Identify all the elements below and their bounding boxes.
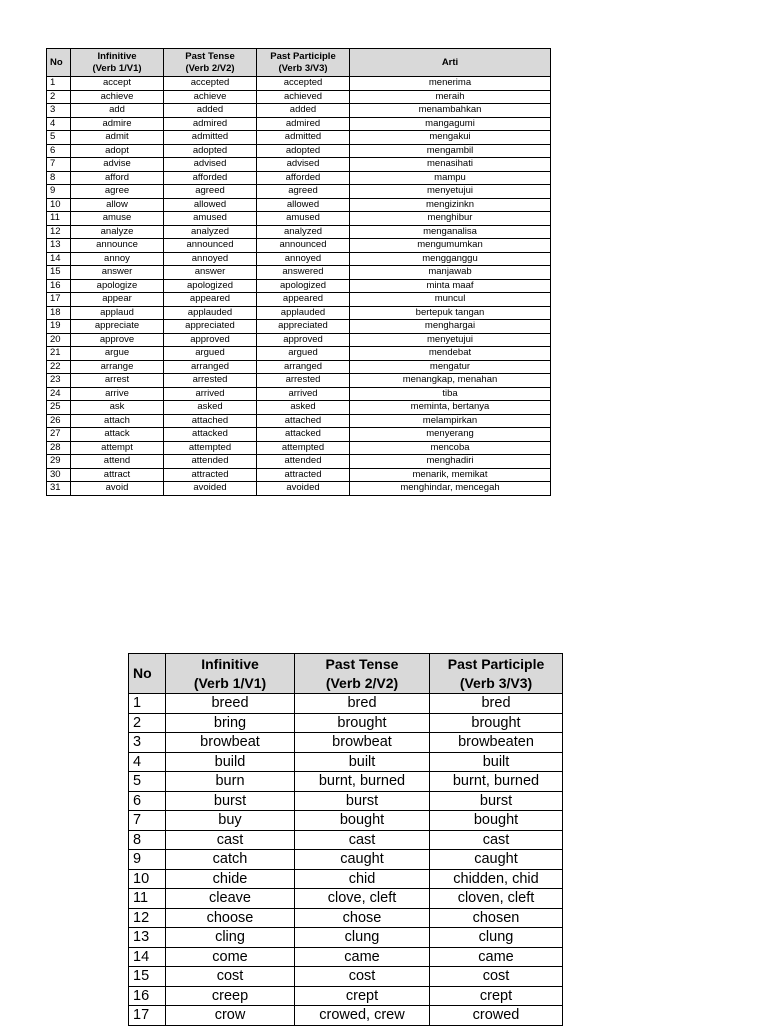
cell-no: 10: [47, 198, 71, 212]
table-row: [47, 90, 551, 104]
cell-past-tense: arrived: [164, 387, 257, 401]
cell-arti: menyerang: [350, 428, 551, 442]
header-past-tense-line1: Past Tense: [185, 50, 235, 62]
header-past-tense: [164, 49, 257, 77]
cell-no: 13: [129, 928, 166, 948]
table-row: [129, 772, 563, 792]
cell-arti: menghargai: [350, 320, 551, 334]
table-header-row: [47, 49, 551, 77]
cell-past-tense: analyzed: [164, 225, 257, 239]
cell-past-tense: came: [295, 947, 430, 967]
cell-infinitive: answer: [71, 266, 164, 280]
cell-arti: menghadiri: [350, 455, 551, 469]
table-row: [129, 850, 563, 870]
cell-past-participle: accepted: [257, 77, 350, 91]
cell-no: 5: [129, 772, 166, 792]
cell-arti: menghibur: [350, 212, 551, 226]
table-row: [129, 928, 563, 948]
header-past-tense: [295, 654, 430, 694]
cell-infinitive: crow: [166, 1006, 295, 1026]
header-no: No: [129, 654, 166, 694]
table-row: [129, 713, 563, 733]
cell-no: 11: [47, 212, 71, 226]
cell-past-participle: chosen: [430, 908, 563, 928]
cell-past-tense: admired: [164, 117, 257, 131]
cell-arti: muncul: [350, 293, 551, 307]
cell-no: 15: [129, 967, 166, 987]
header-infinitive-line2: (Verb 1/V1): [193, 674, 267, 691]
cell-infinitive: avoid: [71, 482, 164, 496]
cell-infinitive: applaud: [71, 306, 164, 320]
cell-past-tense: caught: [295, 850, 430, 870]
cell-arti: menghindar, mencegah: [350, 482, 551, 496]
cell-infinitive: analyze: [71, 225, 164, 239]
header-infinitive-line1: Infinitive: [201, 655, 259, 672]
cell-past-tense: attracted: [164, 468, 257, 482]
table-row: [47, 401, 551, 415]
header-past-participle: [430, 654, 563, 694]
cell-past-participle: agreed: [257, 185, 350, 199]
cell-no: 26: [47, 414, 71, 428]
cell-past-tense: achieve: [164, 90, 257, 104]
cell-no: 12: [47, 225, 71, 239]
cell-past-participle: asked: [257, 401, 350, 415]
cell-arti: mengatur: [350, 360, 551, 374]
cell-no: 6: [129, 791, 166, 811]
cell-arti: meminta, bertanya: [350, 401, 551, 415]
header-past-tense-line1: Past Tense: [325, 655, 399, 672]
cell-no: 20: [47, 333, 71, 347]
cell-no: 9: [47, 185, 71, 199]
cell-past-tense: attended: [164, 455, 257, 469]
cell-no: 4: [129, 752, 166, 772]
cell-past-tense: crowed, crew: [295, 1006, 430, 1026]
cell-past-participle: browbeaten: [430, 733, 563, 753]
cell-arti: bertepuk tangan: [350, 306, 551, 320]
cell-arti: mampu: [350, 171, 551, 185]
cell-past-participle: burnt, burned: [430, 772, 563, 792]
cell-past-participle: attacked: [257, 428, 350, 442]
cell-arti: menarik, memikat: [350, 468, 551, 482]
cell-past-participle: added: [257, 104, 350, 118]
cell-past-tense: built: [295, 752, 430, 772]
cell-no: 19: [47, 320, 71, 334]
cell-arti: mangagumi: [350, 117, 551, 131]
table-row: [47, 171, 551, 185]
cell-infinitive: allow: [71, 198, 164, 212]
cell-past-tense: accepted: [164, 77, 257, 91]
cell-past-tense: cost: [295, 967, 430, 987]
header-infinitive-line1: Infinitive: [97, 50, 137, 62]
cell-arti: mendebat: [350, 347, 551, 361]
table-row: [47, 347, 551, 361]
cell-arti: mengakui: [350, 131, 551, 145]
cell-past-participle: answered: [257, 266, 350, 280]
cell-no: 10: [129, 869, 166, 889]
cell-no: 17: [129, 1006, 166, 1026]
cell-past-tense: asked: [164, 401, 257, 415]
cell-arti: mencoba: [350, 441, 551, 455]
cell-infinitive: attach: [71, 414, 164, 428]
table-row: [47, 306, 551, 320]
cell-past-participle: avoided: [257, 482, 350, 496]
table-row: [47, 482, 551, 496]
cell-infinitive: attack: [71, 428, 164, 442]
irregular-verbs-table: [128, 653, 563, 1026]
cell-infinitive: cleave: [166, 889, 295, 909]
cell-past-participle: burst: [430, 791, 563, 811]
table-row: [129, 791, 563, 811]
cell-past-tense: attacked: [164, 428, 257, 442]
cell-infinitive: adopt: [71, 144, 164, 158]
cell-past-tense: apologized: [164, 279, 257, 293]
cell-infinitive: attend: [71, 455, 164, 469]
cell-no: 27: [47, 428, 71, 442]
cell-no: 16: [129, 986, 166, 1006]
table-row: [47, 428, 551, 442]
cell-past-participle: bred: [430, 694, 563, 714]
table-row: [47, 441, 551, 455]
cell-arti: menambahkan: [350, 104, 551, 118]
cell-past-participle: crept: [430, 986, 563, 1006]
cell-infinitive: appreciate: [71, 320, 164, 334]
table-row: [47, 266, 551, 280]
cell-no: 23: [47, 374, 71, 388]
cell-past-participle: attached: [257, 414, 350, 428]
cell-no: 8: [129, 830, 166, 850]
table-row: [47, 468, 551, 482]
cell-past-tense: cast: [295, 830, 430, 850]
cell-infinitive: afford: [71, 171, 164, 185]
cell-past-participle: amused: [257, 212, 350, 226]
cell-past-tense: afforded: [164, 171, 257, 185]
table-row: [47, 374, 551, 388]
cell-infinitive: burst: [166, 791, 295, 811]
cell-past-tense: amused: [164, 212, 257, 226]
cell-past-tense: admitted: [164, 131, 257, 145]
cell-no: 17: [47, 293, 71, 307]
cell-past-tense: burst: [295, 791, 430, 811]
cell-past-tense: approved: [164, 333, 257, 347]
cell-infinitive: build: [166, 752, 295, 772]
cell-past-tense: agreed: [164, 185, 257, 199]
cell-infinitive: attempt: [71, 441, 164, 455]
cell-infinitive: chide: [166, 869, 295, 889]
cell-past-tense: advised: [164, 158, 257, 172]
cell-no: 25: [47, 401, 71, 415]
cell-infinitive: attract: [71, 468, 164, 482]
table-row: [129, 947, 563, 967]
table-row: [47, 158, 551, 172]
cell-no: 28: [47, 441, 71, 455]
table-row: [47, 117, 551, 131]
cell-arti: minta maaf: [350, 279, 551, 293]
cell-past-participle: clung: [430, 928, 563, 948]
cell-no: 21: [47, 347, 71, 361]
cell-infinitive: accept: [71, 77, 164, 91]
cell-infinitive: agree: [71, 185, 164, 199]
cell-no: 2: [47, 90, 71, 104]
table-row: [129, 869, 563, 889]
cell-no: 11: [129, 889, 166, 909]
cell-past-participle: adopted: [257, 144, 350, 158]
cell-infinitive: browbeat: [166, 733, 295, 753]
cell-no: 3: [47, 104, 71, 118]
cell-infinitive: achieve: [71, 90, 164, 104]
table-row: [47, 104, 551, 118]
cell-past-participle: cast: [430, 830, 563, 850]
cell-no: 14: [129, 947, 166, 967]
cell-past-tense: bred: [295, 694, 430, 714]
cell-infinitive: arrive: [71, 387, 164, 401]
header-infinitive: [71, 49, 164, 77]
cell-past-participle: arrived: [257, 387, 350, 401]
cell-infinitive: add: [71, 104, 164, 118]
cell-arti: melampirkan: [350, 414, 551, 428]
cell-past-tense: burnt, burned: [295, 772, 430, 792]
cell-past-participle: attended: [257, 455, 350, 469]
table-header-row: [129, 654, 563, 694]
cell-no: 24: [47, 387, 71, 401]
cell-no: 8: [47, 171, 71, 185]
cell-infinitive: creep: [166, 986, 295, 1006]
cell-no: 31: [47, 482, 71, 496]
cell-no: 4: [47, 117, 71, 131]
cell-infinitive: come: [166, 947, 295, 967]
cell-past-participle: allowed: [257, 198, 350, 212]
table-row: [129, 752, 563, 772]
header-no: No: [47, 49, 71, 77]
cell-arti: menganalisa: [350, 225, 551, 239]
cell-arti: menerima: [350, 77, 551, 91]
cell-past-tense: added: [164, 104, 257, 118]
cell-past-participle: attempted: [257, 441, 350, 455]
header-past-participle-line1: Past Participle: [447, 655, 545, 672]
cell-past-tense: bought: [295, 811, 430, 831]
table-row: [47, 333, 551, 347]
cell-infinitive: amuse: [71, 212, 164, 226]
cell-infinitive: cost: [166, 967, 295, 987]
table-row: [47, 239, 551, 253]
cell-arti: menyetujui: [350, 333, 551, 347]
table-row: [47, 185, 551, 199]
cell-past-tense: browbeat: [295, 733, 430, 753]
table-row: [47, 144, 551, 158]
table-row: [47, 225, 551, 239]
cell-past-participle: announced: [257, 239, 350, 253]
cell-past-participle: achieved: [257, 90, 350, 104]
table-row: [47, 198, 551, 212]
cell-arti: menangkap, menahan: [350, 374, 551, 388]
cell-past-participle: brought: [430, 713, 563, 733]
header-past-participle-line2: (Verb 3/V3): [278, 62, 328, 74]
cell-arti: meraih: [350, 90, 551, 104]
table-row: [47, 293, 551, 307]
cell-past-tense: arranged: [164, 360, 257, 374]
cell-past-participle: cloven, cleft: [430, 889, 563, 909]
table-row: [129, 811, 563, 831]
cell-past-tense: applauded: [164, 306, 257, 320]
cell-infinitive: cast: [166, 830, 295, 850]
cell-no: 6: [47, 144, 71, 158]
table-row: [47, 414, 551, 428]
table-row: [47, 279, 551, 293]
cell-past-participle: appreciated: [257, 320, 350, 334]
cell-past-tense: avoided: [164, 482, 257, 496]
cell-past-tense: attached: [164, 414, 257, 428]
cell-past-participle: appeared: [257, 293, 350, 307]
cell-past-participle: admitted: [257, 131, 350, 145]
cell-no: 29: [47, 455, 71, 469]
cell-infinitive: advise: [71, 158, 164, 172]
table-row: [47, 77, 551, 91]
table-row: [47, 360, 551, 374]
cell-no: 16: [47, 279, 71, 293]
cell-no: 7: [129, 811, 166, 831]
cell-infinitive: burn: [166, 772, 295, 792]
cell-infinitive: arrest: [71, 374, 164, 388]
cell-past-tense: allowed: [164, 198, 257, 212]
cell-no: 30: [47, 468, 71, 482]
header-past-participle: [257, 49, 350, 77]
cell-arti: mengambil: [350, 144, 551, 158]
table-row: [129, 986, 563, 1006]
header-infinitive: [166, 654, 295, 694]
cell-past-participle: chidden, chid: [430, 869, 563, 889]
cell-past-tense: annoyed: [164, 252, 257, 266]
cell-past-participle: caught: [430, 850, 563, 870]
cell-arti: tiba: [350, 387, 551, 401]
cell-arti: manjawab: [350, 266, 551, 280]
table-row: [47, 131, 551, 145]
cell-past-participle: afforded: [257, 171, 350, 185]
cell-past-tense: clung: [295, 928, 430, 948]
table-row: [47, 252, 551, 266]
cell-infinitive: arrange: [71, 360, 164, 374]
cell-no: 2: [129, 713, 166, 733]
regular-verbs-table: [46, 48, 551, 496]
table-row: [129, 889, 563, 909]
cell-no: 9: [129, 850, 166, 870]
cell-past-tense: adopted: [164, 144, 257, 158]
cell-past-tense: appreciated: [164, 320, 257, 334]
cell-past-tense: brought: [295, 713, 430, 733]
cell-past-tense: argued: [164, 347, 257, 361]
cell-past-participle: approved: [257, 333, 350, 347]
cell-arti: menyetujui: [350, 185, 551, 199]
cell-past-participle: applauded: [257, 306, 350, 320]
cell-infinitive: annoy: [71, 252, 164, 266]
table-row: [47, 212, 551, 226]
cell-infinitive: announce: [71, 239, 164, 253]
cell-past-participle: crowed: [430, 1006, 563, 1026]
cell-no: 7: [47, 158, 71, 172]
cell-past-participle: advised: [257, 158, 350, 172]
cell-infinitive: breed: [166, 694, 295, 714]
cell-no: 15: [47, 266, 71, 280]
cell-no: 22: [47, 360, 71, 374]
cell-past-participle: cost: [430, 967, 563, 987]
cell-infinitive: cling: [166, 928, 295, 948]
cell-past-tense: chose: [295, 908, 430, 928]
cell-past-tense: chid: [295, 869, 430, 889]
cell-past-participle: analyzed: [257, 225, 350, 239]
cell-no: 13: [47, 239, 71, 253]
cell-no: 5: [47, 131, 71, 145]
cell-arti: mengizinkn: [350, 198, 551, 212]
table-row: [129, 1006, 563, 1026]
cell-infinitive: apologize: [71, 279, 164, 293]
header-past-tense-line2: (Verb 2/V2): [185, 62, 235, 74]
cell-past-participle: bought: [430, 811, 563, 831]
table-row: [129, 694, 563, 714]
cell-past-tense: arrested: [164, 374, 257, 388]
header-past-tense-line2: (Verb 2/V2): [325, 674, 399, 691]
cell-past-tense: crept: [295, 986, 430, 1006]
cell-past-participle: apologized: [257, 279, 350, 293]
cell-infinitive: approve: [71, 333, 164, 347]
cell-past-participle: attracted: [257, 468, 350, 482]
cell-past-tense: answer: [164, 266, 257, 280]
cell-infinitive: admit: [71, 131, 164, 145]
cell-infinitive: argue: [71, 347, 164, 361]
cell-no: 1: [47, 77, 71, 91]
cell-no: 1: [129, 694, 166, 714]
cell-infinitive: admire: [71, 117, 164, 131]
cell-infinitive: ask: [71, 401, 164, 415]
cell-arti: mengumumkan: [350, 239, 551, 253]
cell-past-participle: argued: [257, 347, 350, 361]
table-row: [47, 387, 551, 401]
cell-past-participle: arrested: [257, 374, 350, 388]
table-row: [129, 967, 563, 987]
cell-past-tense: attempted: [164, 441, 257, 455]
cell-infinitive: catch: [166, 850, 295, 870]
header-past-participle-line2: (Verb 3/V3): [459, 674, 533, 691]
table-row: [129, 908, 563, 928]
cell-no: 14: [47, 252, 71, 266]
cell-past-participle: annoyed: [257, 252, 350, 266]
table-row: [129, 733, 563, 753]
cell-past-participle: admired: [257, 117, 350, 131]
header-arti: Arti: [350, 49, 551, 77]
table-row: [129, 830, 563, 850]
cell-past-tense: announced: [164, 239, 257, 253]
cell-no: 3: [129, 733, 166, 753]
header-past-participle-line1: Past Participle: [270, 50, 336, 62]
cell-no: 12: [129, 908, 166, 928]
cell-past-participle: came: [430, 947, 563, 967]
cell-arti: menasihati: [350, 158, 551, 172]
header-infinitive-line2: (Verb 1/V1): [92, 62, 142, 74]
cell-infinitive: appear: [71, 293, 164, 307]
cell-no: 18: [47, 306, 71, 320]
cell-infinitive: bring: [166, 713, 295, 733]
cell-past-participle: built: [430, 752, 563, 772]
table-row: [47, 320, 551, 334]
cell-infinitive: buy: [166, 811, 295, 831]
cell-past-tense: clove, cleft: [295, 889, 430, 909]
cell-infinitive: choose: [166, 908, 295, 928]
cell-past-participle: arranged: [257, 360, 350, 374]
cell-past-tense: appeared: [164, 293, 257, 307]
table-row: [47, 455, 551, 469]
cell-arti: mengganggu: [350, 252, 551, 266]
